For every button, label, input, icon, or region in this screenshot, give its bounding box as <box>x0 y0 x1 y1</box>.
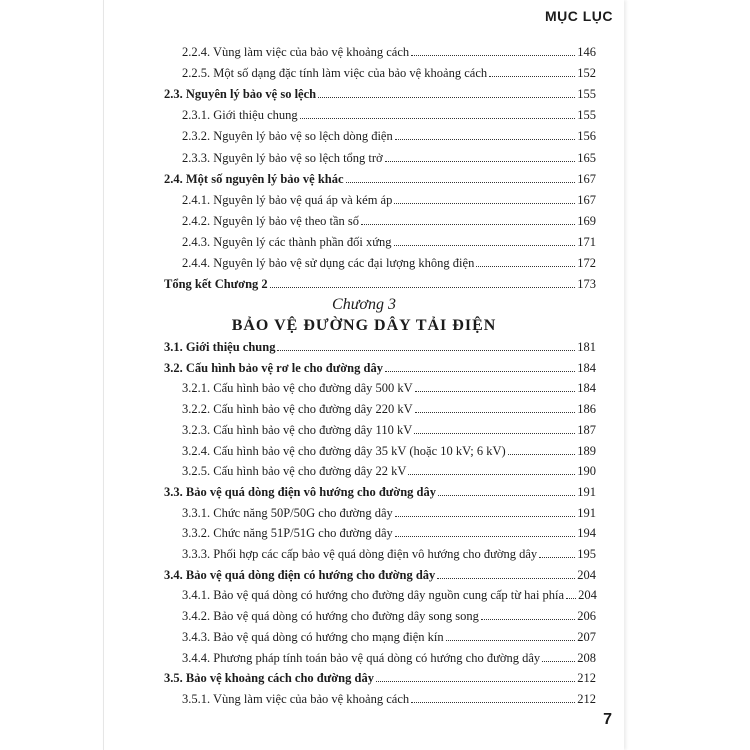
toc-entry-page: 190 <box>577 464 596 479</box>
toc-entry-title: 3.2. Cấu hình bảo vệ rơ le cho đường dây <box>164 360 383 375</box>
toc-entry <box>164 340 596 358</box>
toc-entry <box>182 547 596 565</box>
toc-entry-title: 3.3.3. Phối hợp các cấp bảo vệ quá dòng điện vô hướng cho đường dây <box>182 547 538 561</box>
toc-entry-page: 186 <box>577 402 596 417</box>
dot-leader <box>411 702 575 703</box>
toc-entry <box>182 402 596 420</box>
toc-entry-page: 189 <box>577 443 596 458</box>
toc-entry-title: 3.4.2. Bảo vệ quá dòng có hướng cho đường dây song song <box>182 609 479 624</box>
dot-leader <box>395 516 575 517</box>
toc-entry-page: 172 <box>577 256 596 270</box>
dot-leader <box>539 557 575 558</box>
toc-entry-page: 171 <box>577 234 596 249</box>
toc-entry-title: 3.4.1. Bảo vệ quá dòng có hướng cho đường dây nguồn cung cấp từ hai phía <box>182 588 565 603</box>
toc-entry-title: 3.2.2. Cấu hình bảo vệ cho đường dây 220 kV <box>182 402 413 417</box>
page-header: MỤC LỤC <box>544 8 613 24</box>
toc-entry <box>182 151 596 169</box>
toc-entry <box>182 692 596 710</box>
toc-entry-page: 173 <box>577 277 596 292</box>
dot-leader <box>446 640 576 641</box>
toc-entry <box>182 381 596 399</box>
toc-entry-title: 2.3. Nguyên lý bảo vệ so lệch <box>164 87 317 102</box>
dot-leader <box>542 661 575 662</box>
toc-entry-title: 2.3.2. Nguyên lý bảo vệ so lệch dòng điện <box>182 129 393 144</box>
toc-entry <box>164 671 596 689</box>
dot-leader <box>395 139 576 140</box>
toc-entry-title: Tổng kết Chương 2 <box>164 277 268 292</box>
toc-entry-page: 194 <box>577 526 596 541</box>
toc-entry <box>182 214 596 232</box>
chapter-label: Chương 3 <box>332 296 396 313</box>
dot-leader <box>476 266 575 267</box>
dot-leader <box>376 681 575 682</box>
toc-entry <box>182 506 596 524</box>
toc-entry-page: 208 <box>577 650 596 665</box>
dot-leader <box>394 203 575 204</box>
toc-entry-title: 2.4.3. Nguyên lý các thành phần đối xứng <box>182 234 392 249</box>
dot-leader <box>361 224 575 225</box>
toc-entry-title: 2.4.4. Nguyên lý bảo vệ sử dụng các đại lượng không điện <box>182 256 475 270</box>
toc-entry-page: 206 <box>577 609 596 624</box>
toc-entry-title: 2.4. Một số nguyên lý bảo vệ khác <box>164 171 344 186</box>
dot-leader <box>385 371 575 372</box>
toc-entry <box>164 361 596 379</box>
dot-leader <box>270 287 576 288</box>
toc-entry-title: 3.4.3. Bảo vệ quá dòng có hướng cho mạng điện kín <box>182 629 444 644</box>
toc-entry <box>182 444 596 462</box>
dot-leader <box>408 474 575 475</box>
toc-entry-title: 3.5. Bảo vệ khoảng cách cho đường dây <box>164 671 374 686</box>
toc-entry-title: 2.4.2. Nguyên lý bảo vệ theo tần số <box>182 213 360 228</box>
toc-entry-page: 191 <box>577 505 596 520</box>
toc-entry-page: 187 <box>577 422 596 437</box>
dot-leader <box>411 55 575 56</box>
dot-leader <box>438 495 575 496</box>
toc-entry <box>182 256 596 274</box>
dot-leader <box>300 118 576 119</box>
toc-entry <box>164 568 596 586</box>
toc-entry-page: 204 <box>577 567 596 582</box>
toc-entry-title: 3.4.4. Phương pháp tính toán bảo vệ quá dòng có hướng cho đường dây <box>182 650 541 665</box>
toc-entry-page: 195 <box>577 547 596 561</box>
dot-leader <box>566 598 576 599</box>
toc-entry <box>182 235 596 253</box>
toc-entry <box>164 87 596 105</box>
toc-entry <box>182 45 596 63</box>
toc-entry-title: 2.3.1. Giới thiệu chung <box>182 108 298 123</box>
toc-entry-page: 167 <box>577 192 596 207</box>
toc-entry-page: 204 <box>578 588 597 603</box>
toc-entry-title: 3.2.5. Cấu hình bảo vệ cho đường dây 22 kV <box>182 464 407 479</box>
toc-entry <box>182 651 596 669</box>
toc-entry-title: 2.2.5. Một số dạng đặc tính làm việc của bảo vệ khoảng cách <box>182 66 488 81</box>
toc-entry-page: 191 <box>577 484 596 499</box>
toc-entry <box>164 277 596 295</box>
toc-entry-page: 167 <box>577 171 596 186</box>
toc-entry-page: 156 <box>577 129 596 144</box>
chapter-title: BẢO VỆ ĐƯỜNG DÂY TẢI ĐIỆN <box>231 317 497 334</box>
dot-leader <box>415 391 576 392</box>
toc-entry-page: 165 <box>577 150 596 165</box>
toc-entry <box>182 129 596 147</box>
toc-entry-title: 2.3.3. Nguyên lý bảo vệ so lệch tổng trở <box>182 150 383 165</box>
toc-entry <box>182 108 596 126</box>
toc-entry-title: 3.2.4. Cấu hình bảo vệ cho đường dây 35 kV (hoặc 10 kV; 6 kV) <box>182 443 506 458</box>
dot-leader <box>318 97 575 98</box>
toc-entry <box>182 630 596 648</box>
dot-leader <box>415 412 576 413</box>
toc-entry-page: 146 <box>577 45 596 59</box>
toc-entry-title: 3.4. Bảo vệ quá dòng điện có hướng cho đường dây <box>164 567 436 582</box>
toc-entry-title: 3.3. Bảo vệ quá dòng điện vô hướng cho đường dây <box>164 484 436 499</box>
page-number: 7 <box>603 711 612 728</box>
toc-entry-title: 3.3.1. Chức năng 50P/50G cho đường dây <box>182 505 393 520</box>
toc-entry <box>182 609 596 627</box>
toc-entry <box>182 464 596 482</box>
toc-entry-page: 212 <box>577 691 596 706</box>
toc-entry-page: 212 <box>577 671 596 686</box>
toc-entry-title: 3.2.1. Cấu hình bảo vệ cho đường dây 500 kV <box>182 381 413 396</box>
dot-leader <box>489 76 575 77</box>
toc-entry-title: 3.5.1. Vùng làm việc của bảo vệ khoảng cách <box>182 691 410 706</box>
toc-entry-title: 3.2.3. Cấu hình bảo vệ cho đường dây 110 kV <box>182 422 413 437</box>
dot-leader <box>394 245 576 246</box>
toc-entry-page: 207 <box>577 629 596 644</box>
dot-leader <box>437 578 575 579</box>
toc-entry <box>182 66 596 84</box>
toc-entry-title: 3.1. Giới thiệu chung <box>164 340 276 354</box>
toc-entry <box>182 423 596 441</box>
toc-entry-title: 2.2.4. Vùng làm việc của bảo vệ khoảng cách <box>182 45 410 59</box>
book-page <box>103 0 624 750</box>
toc-entry-title: 2.4.1. Nguyên lý bảo vệ quá áp và kém áp <box>182 192 393 207</box>
toc-entry <box>182 193 596 211</box>
dot-leader <box>414 433 575 434</box>
toc-entry-page: 181 <box>577 340 596 354</box>
toc-entry-page: 169 <box>577 213 596 228</box>
dot-leader <box>508 454 576 455</box>
toc-entry <box>182 526 596 544</box>
toc-entry <box>182 588 596 606</box>
toc-entry-page: 184 <box>577 360 596 375</box>
toc-entry-page: 155 <box>577 108 596 123</box>
dot-leader <box>277 350 575 351</box>
dot-leader <box>481 619 575 620</box>
dot-leader <box>395 536 575 537</box>
toc-entry-title: 3.3.2. Chức năng 51P/51G cho đường dây <box>182 526 393 541</box>
dot-leader <box>385 161 576 162</box>
toc-entry-page: 184 <box>577 381 596 396</box>
dot-leader <box>346 182 576 183</box>
toc-entry <box>164 172 596 190</box>
toc-entry-page: 152 <box>577 66 596 81</box>
toc-entry <box>164 485 596 503</box>
toc-entry-page: 155 <box>577 87 596 102</box>
